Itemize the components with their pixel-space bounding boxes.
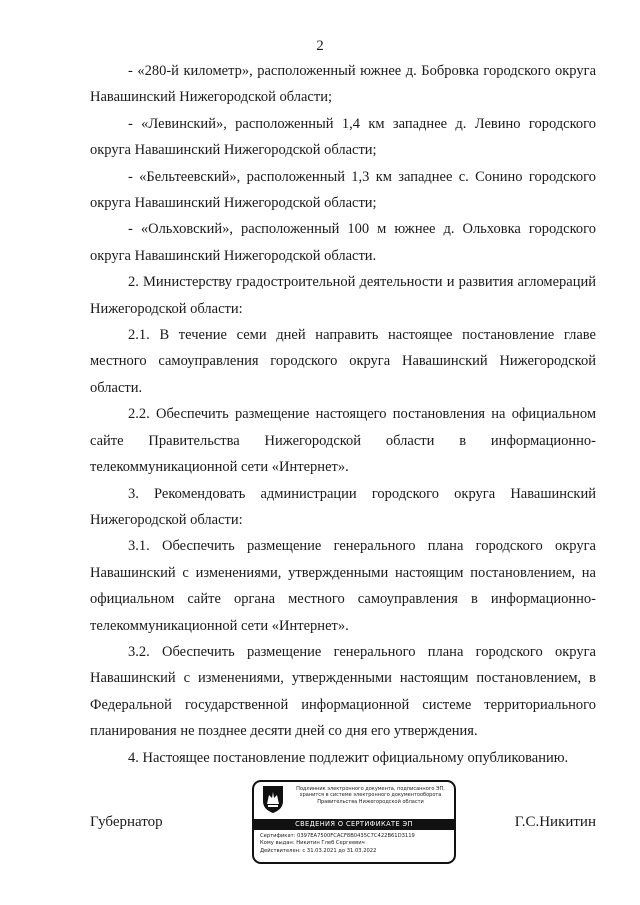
signatory-title: Губернатор xyxy=(90,814,163,830)
stamp-notice-text: Подлинник электронного документа, подписанного ЭП, хранится в системе электронного документооборота Правительства Нижегородской области xyxy=(296,786,445,805)
paragraph-11: 4. Настоящее постановление подлежит официальному опубликованию. xyxy=(128,749,569,766)
paragraph-3: - «Бельтеевский», расположенный 1,3 км западнее с. Сонино городского округа Навашинский Нижегородской области; xyxy=(90,168,596,212)
document-body xyxy=(90,58,596,771)
paragraph-10: 3.2. Обеспечить размещение генерального плана городского округа Навашинский с изменениями, утвержденными настоящим постановлением, в Федеральной государственной информационной системе территориального планирования не позднее десяти дней со дня его утверждения. xyxy=(90,643,596,740)
paragraph-1: - «280-й километр», расположенный южнее д. Бобровка городского округа Навашинский Нижегородской области; xyxy=(90,63,596,106)
paragraph-8: 3. Рекомендовать администрации городского округа Навашинский Нижегородской области: xyxy=(90,485,596,528)
paragraph-9: 3.1. Обеспечить размещение генерального плана городского округа Навашинский с изменениями, утвержденными настоящим постановлением, на официальном сайте органа местного самоуправления в информационно-телекоммуникационной сети «Интернет». xyxy=(90,538,596,634)
stamp-validity: Действителен: с 31.03.2021 до 31.03.2022 xyxy=(260,847,377,854)
paragraph-6: 2.1. В течение семи дней направить настоящее постановление главе местного самоуправления городского округа Навашинский Нижегородской области. xyxy=(90,327,596,396)
paragraph-5: 2. Министерству градостроительной деятельности и развития агломераций Нижегородской области: xyxy=(90,274,596,317)
stamp-header xyxy=(254,782,454,819)
stamp-certificate-banner: СВЕДЕНИЯ О СЕРТИФИКАТЕ ЭП xyxy=(254,819,454,830)
paragraph-4: - «Ольховский», расположенный 100 м южнее д. Ольховка городского округа Навашинский Нижегородской области. xyxy=(90,221,596,264)
page-number: 2 xyxy=(316,38,324,54)
paragraph-7: 2.2. Обеспечить размещение настоящего постановления на официальном сайте Правительства Нижегородской области в информационно-телекоммуникационной сети «Интернет». xyxy=(90,406,596,476)
stamp-details xyxy=(254,830,454,855)
coat-of-arms-icon xyxy=(257,782,289,816)
stamp-certificate-number: Сертификат: 0397EA7500FCACF8B0435C7C422B61D3119 xyxy=(260,833,415,839)
e-signature-stamp xyxy=(252,780,456,864)
signature-block xyxy=(90,780,596,870)
stamp-owner: Кому выдан: Никитин Глеб Сергеевич xyxy=(260,840,365,847)
signatory-name: Г.С.Никитин xyxy=(514,814,596,830)
paragraph-2: - «Левинский», расположенный 1,4 км западнее д. Левино городского округа Навашинский Нижегородской области; xyxy=(90,115,596,159)
